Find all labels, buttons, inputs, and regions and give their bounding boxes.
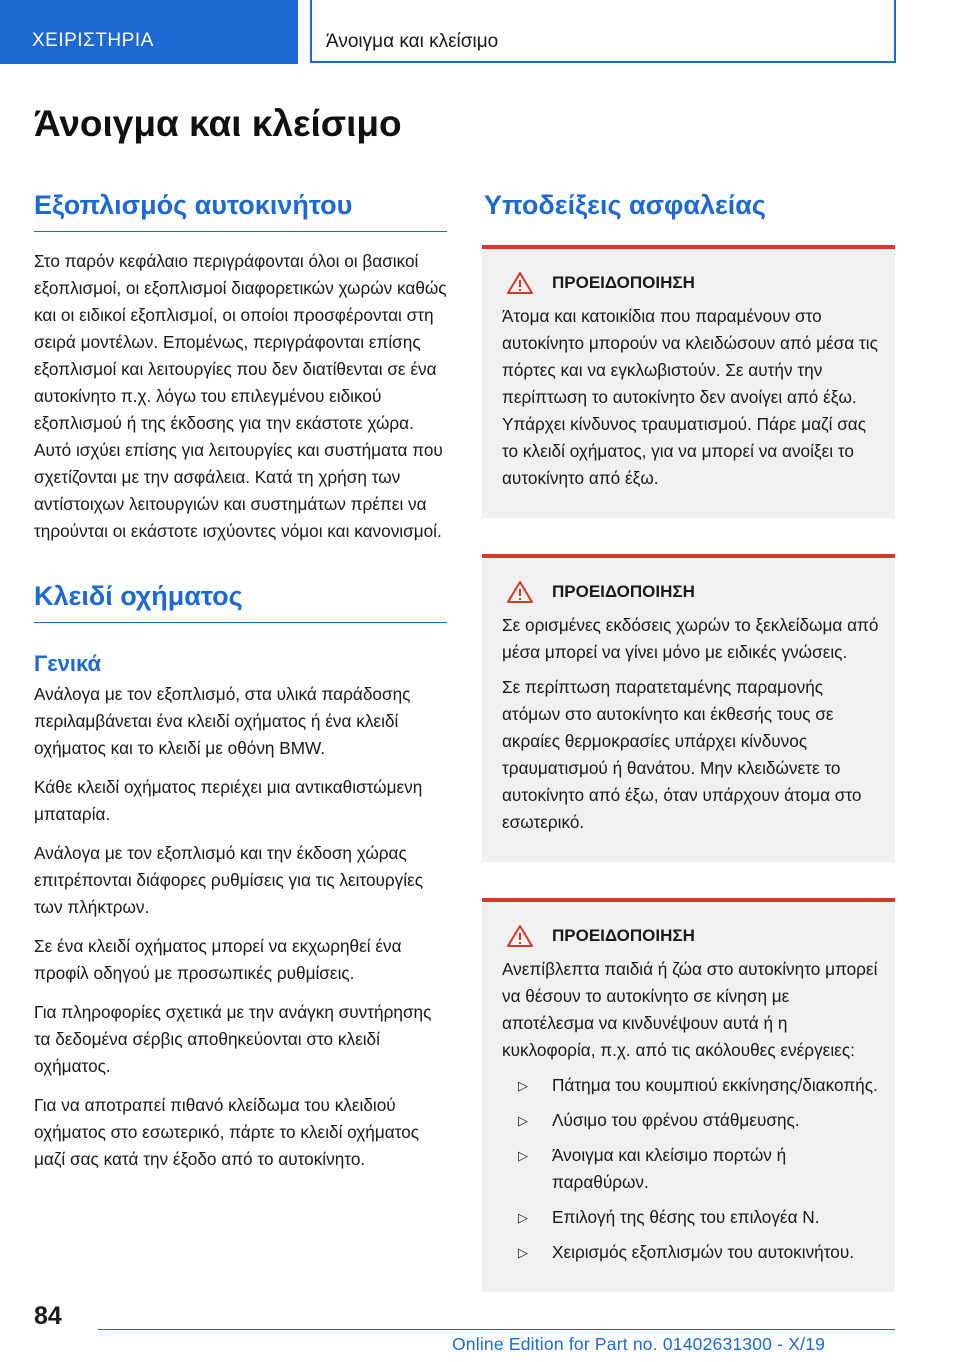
paragraph: Σε ένα κλειδί οχήματος μπορεί να εκχωρηθεί ένα προφίλ οδηγού με προσωπικές ρυθμίσεις.	[34, 936, 402, 983]
section-heading-vehicle-equipment: Εξοπλισμός αυτοκινήτου	[34, 190, 447, 232]
page-title: Άνοιγμα και κλείσιμο	[34, 103, 402, 144]
vehicle-key-section	[34, 581, 447, 1173]
warning-text: Ανεπίβλεπτα παιδιά ή ζώα στο αυτοκίνητο μπορεί να θέσουν το αυτοκίνητο σε κίνηση με αποτέλεσμα να κινδυνέψουν αυτά ή η κυκλοφορία, π.χ. από τις ακόλουθες ενέργειες:	[502, 959, 878, 1060]
warning-title: ΠΡΟΕΙΔΟΠΟΙΗΣΗ	[552, 273, 695, 292]
section-tab[interactable]: ΧΕΙΡΙΣΤΗΡΙΑ	[0, 0, 298, 64]
footer-divider	[98, 1329, 895, 1330]
page-number: 84	[34, 1302, 62, 1330]
list-item-text: Πάτημα του κουμπιού εκκίνησης/διακοπής.	[552, 1075, 878, 1095]
triangle-bullet-icon: ▷	[518, 1113, 528, 1128]
list-item	[502, 1204, 879, 1231]
warning-text: Άτομα και κατοικίδια που παραμένουν στο αυτοκίνητο μπορούν να κλειδώσουν από μέσα τις πόρτες και να εγκλωβιστούν. Σε αυτήν την περίπτωση το αυτοκίνητο δεν ανοίγει από έξω. Υπάρχει κίνδυνος τραυματισμού. Πάρε μαζί σας το κλειδί οχήματος, για να μπορεί να ανοίξει το αυτοκίνητο από έξω.	[502, 306, 878, 488]
list-item-text: Επιλογή της θέσης του επιλογέα N.	[552, 1207, 820, 1227]
paragraph: Για να αποτραπεί πιθανό κλείδωμα του κλειδιού οχήματος στο εσωτερικό, πάρτε το κλειδί οχήματος μαζί σας κατά την έξοδο από το αυτοκίνητο.	[34, 1095, 420, 1169]
paragraph: Για πληροφορίες σχετικά με την ανάγκη συντήρησης τα δεδομένα σέρβις αποθηκεύονται στο κλειδί οχήματος.	[34, 1002, 432, 1076]
vehicle-equipment-text: Στο παρόν κεφάλαιο περιγράφονται όλοι οι βασικοί εξοπλισμοί, οι εξοπλισμοί διαφορετικών χωρών καθώς και οι ειδικοί εξοπλισμοί, οι οποίοι προσφέρονται στη σειρά μοντέλων. Επομένως, περιγράφονται επίσης εξοπλισμοί και λειτουργίες που δεν διατίθενται σε ένα αυτοκίνητο π.χ. λόγω του επιλεγμένου ειδικού εξοπλισμού ή της έκδοσης για την εκάστοτε χώρα. Αυτό ισχύει επίσης για λειτουργίες και συστήματα που σχετίζονται με την ασφάλεια. Κατά τη χρήση των αντίστοιχων λειτουργιών και συστημάτων πρέπει να τηρούνται οι εκάστοτε ισχύοντες νόμοι και κανονισμοί.	[34, 251, 447, 541]
triangle-bullet-icon: ▷	[518, 1245, 528, 1260]
warning-action-list	[502, 1072, 879, 1266]
list-item	[502, 1072, 879, 1099]
warning-triangle-icon	[506, 271, 534, 295]
warning-title: ΠΡΟΕΙΔΟΠΟΙΗΣΗ	[552, 926, 695, 945]
list-item-text: Άνοιγμα και κλείσιμο πορτών ή παραθύρων.	[552, 1145, 787, 1192]
warning-text: Σε περίπτωση παρατεταμένης παραμονής ατόμων στο αυτοκίνητο και έκθεσής τους σε ακραίες θερμοκρασίες υπάρχει κίνδυνος τραυματισμού ή θανάτου. Μην κλειδώνετε το αυτοκίνητο από έξω, όταν υπάρχουν άτομα στο εσωτερικό.	[502, 677, 862, 832]
paragraph: Κάθε κλειδί οχήματος περιέχει μια αντικαθιστώμενη μπαταρία.	[34, 777, 423, 824]
triangle-bullet-icon: ▷	[518, 1078, 528, 1093]
warning-box	[482, 554, 895, 862]
footer-edition: Online Edition for Part no. 01402631300 - X/19	[452, 1334, 826, 1354]
list-item	[502, 1142, 879, 1196]
triangle-bullet-icon: ▷	[518, 1210, 528, 1225]
warning-box	[482, 898, 895, 1292]
warning-triangle-icon	[506, 924, 534, 948]
list-item-text: Λύσιμο του φρένου στάθμευσης.	[552, 1110, 800, 1130]
section-heading-vehicle-key: Κλειδί οχήματος	[34, 581, 447, 623]
warning-triangle-icon	[506, 580, 534, 604]
list-item	[502, 1239, 879, 1266]
warning-text: Σε ορισμένες εκδόσεις χωρών το ξεκλείδωμα από μέσα μπορεί να γίνει μόνο με ειδικές γνώσεις.	[502, 615, 879, 662]
subheading-general: Γενικά	[34, 651, 102, 676]
triangle-bullet-icon: ▷	[518, 1148, 528, 1163]
list-item-text: Χειρισμός εξοπλισμών του αυτοκινήτου.	[552, 1242, 855, 1262]
warning-header	[502, 924, 879, 948]
left-column	[34, 190, 447, 1173]
warning-header	[502, 580, 879, 604]
breadcrumb: Άνοιγμα και κλείσιμο	[310, 0, 896, 63]
paragraph: Ανάλογα με τον εξοπλισμό, στα υλικά παράδοσης περιλαμβάνεται ένα κλειδί οχήματος ή ένα κλειδί οχήματος και το κλειδί με οθόνη BMW.	[34, 684, 411, 758]
list-item	[502, 1107, 879, 1134]
right-column	[482, 190, 895, 1292]
warning-box	[482, 245, 895, 518]
section-heading-safety-notes: Υποδείξεις ασφαλείας	[484, 190, 766, 220]
warning-header	[502, 271, 879, 295]
paragraph: Ανάλογα με τον εξοπλισμό και την έκδοση χώρας επιτρέπονται διάφορες ρυθμίσεις για τις λειτουργίες των πλήκτρων.	[34, 843, 424, 917]
warning-title: ΠΡΟΕΙΔΟΠΟΙΗΣΗ	[552, 582, 695, 601]
